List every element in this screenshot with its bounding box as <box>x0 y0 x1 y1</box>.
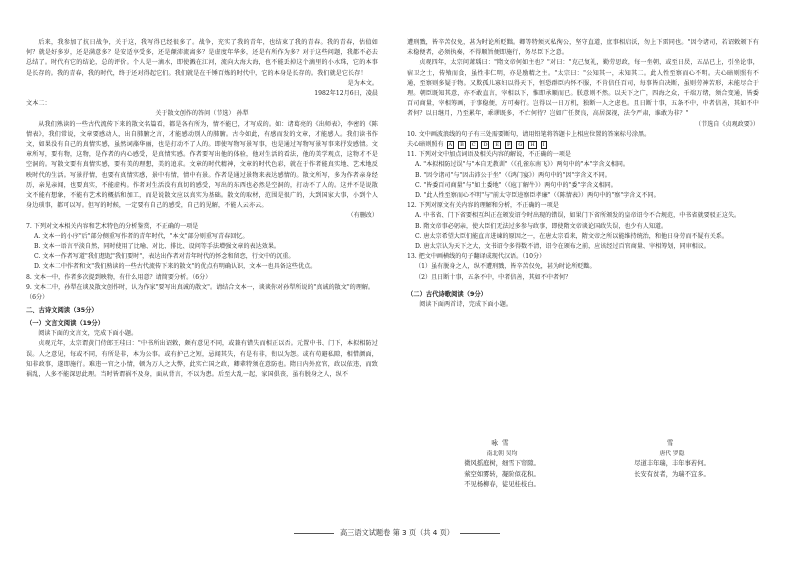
classical-text-continued: 遭刑戮，皆辛苦仅免，甚为时论所贬黜。卿等特须灭私徇公，坚守直道，庶事相启沃，勿上下雷同也。"因令诸司，若诏敕颁下有未稳便者，必须执奏，不得顺旨便即施行，务尽臣下之意。 <box>407 39 759 57</box>
text1-closing-paragraph: 后来，我参加了抗日战争，关于这，我写得已经很多了。战争，充实了我的青年，也结束了我的青春。我的青春，估值如何？就是好多岁，还是满意多？是安适享受多，还是颠沛流离多？是虚度年华多，还是有所作为多？对于这些问题，我都不必去总结了。时代有它的结论，总的评价。个人是一滴水，即使溅在江河，流向大海大海，也不能丢掉这个滴里的小水珠，它的本事是长存的。我的青春，我的时代，终于还对得起它们。我们就是在千锤百炼的时代中，它的本身是长存的。我们就是它长存！ <box>26 39 378 77</box>
question-10: 10. 文中画波浪线的句子有三处需要断句，请用铅笔将答题卡上相应位置的答案标号涂黑。 <box>407 130 651 138</box>
poem-line: 尽道丰年瑞，丰年事若何。 <box>634 460 710 467</box>
footer-rule-left <box>294 533 334 534</box>
poem-line: 萦空如雾转，凝阶似花积。 <box>464 470 540 478</box>
question-11: 11. 下列对文中加点词语及相关内容的解说，不正确的一项是 <box>407 151 571 159</box>
q13-sentence-2: （2）且日断十事，五条不中，中者信善，其如不中者何？ <box>415 273 572 281</box>
text2-title: 关于散文创作的答问（节选） 孙犁 <box>155 110 249 118</box>
poetry-instructions: 阅读下面两首诗，完成下面小题。 <box>419 300 513 308</box>
q7-option-c: C. 文本一作者写道"我们想起"我们要时"，表达出作者对青年时代的怀念和留恋，行文中的沉重。 <box>34 253 295 261</box>
classical-instructions: 阅读下面的文言文，完成下面小题。 <box>38 330 138 338</box>
classical-text-paragraph-2: 贞观四年，太宗问萧瑀曰："隋文帝何如主也？"对曰："克己复礼，勤劳思政，每一坐朝，或至日昃，五品已上，引坐论事，宿卫之士，传飧而食，虽性非仁明，亦是励精之主。"太宗曰："公知其一，未知其二。此人性至察而心不明。夫心暗则照有不通，至察则多疑于物。又欺孤儿寡妇以得天下，恒恐群臣内怀不服，不肯信任百司，每事皆自决断，虽则劳神苦形，未能尽合于理。朝臣既知其意，亦不敢直言，宰相以下，惟即承顺而已。朕意则不然。以天下之广，四海之众，千端万绪，须合变通，皆委百司商量，宰相筹画，于事稳便，方可奏行。岂得以一日万机，独断一人之虑也。且日断十事，五条不中，中者信善，其如不中者何？以日继月，乃至累年，乖谬既多，不亡何待？岂如广任贤良，高居深视，法令严肃，谁敢为非？" <box>407 59 759 118</box>
footer-rule-right <box>460 533 500 534</box>
q7-option-b: B. 文本一语言平淡自然，同时使用了比喻、对比、排比、设问等手法增强文章的表达效果。 <box>34 243 281 251</box>
poem-line: 长安有贫者，为瑞不宜多。 <box>634 470 710 478</box>
q12-option-a: A. 中书省、门下省要相互纠正在颁发诏令时出现的错误，如果门下省所颁发的皇帝诏令不合规范，中书省就要驳正这失。 <box>415 212 741 220</box>
question-13: 13. 把文中画横线的句子翻译成现代汉语。（10分） <box>407 253 546 261</box>
poem-author: 南北朝 吴均 <box>486 450 518 457</box>
q11-option-d: D. "此人性至察而心不明"与"前太守臣逵察臣孝廉"（《陈情表》）两句中的"察"字含义不同。 <box>415 192 660 200</box>
q10-letter[interactable]: C <box>471 142 476 149</box>
text2-source: （有删改） <box>347 212 378 220</box>
q10-letter[interactable]: E <box>495 142 500 149</box>
question-8: 8. 文本一中，作者多次提到映物，有什么用意？请简要分析。（6分） <box>26 273 212 281</box>
text2-label: 文本二： <box>26 100 51 108</box>
q10-letter[interactable]: H <box>530 142 535 149</box>
q7-option-a: A. 文本一的小序"后"部分侧重写作者的青年时代，"本文"部分则重写青春回忆。 <box>34 232 249 240</box>
q11-option-b: B. "因令诸司"与"因击沛公于坐"（《鸿门宴》）两句中的"因"字含义不同。 <box>415 171 611 179</box>
q10-letter[interactable]: F <box>507 142 511 149</box>
section-classical-prose-heading: （一）文言文阅读（19分） <box>26 320 105 328</box>
q11-option-c: C. "皆委百司商量"与"如土委地"（《庖丁解牛》）两句中的"委"字含义相同。 <box>415 181 617 189</box>
q12-option-d: D. 唐太宗认为天下之大，文书诏令多得数不清，诏令在颁布之前，应该经过百官商量、宰相筹划，同审相议。 <box>415 243 710 251</box>
poem-title: 雪 <box>666 439 678 447</box>
signoff-line: 是为本文。 <box>347 79 378 87</box>
q7-option-d: D. 文本二中作者和文"我们熟读的一些古代流传下来的散文"的优点有明确认识，文本一也具备这些优点。 <box>34 263 317 271</box>
classical-source: （节选自《贞观政要》） <box>695 120 759 128</box>
q10-letter[interactable]: D <box>483 142 488 149</box>
poems-area <box>407 438 759 518</box>
poem-author: 唐代 罗隐 <box>659 450 685 457</box>
footer-page-label: 高三语文试题卷 第 3 页（共 4 页） <box>339 528 454 537</box>
text2-body: 从我们熟读的一些古代流传下来的散文名篇看，都是各有所为，情不能已，才写成的。如：诸葛亮的《出师表》，李密的《陈情表》，我们常说，文章要感动人，出自肺腑之言，才能感动别人的肺腑。古今如此，有感而发的文章，才能感人。我们读书作文，如果没有自己的真情实感，虽然词藻华丽，也是打动不了人的。即使写物写景写事，也是通过写物写景写事来抒发感情。文章所写，要有物，这物，是作者的内心感受，是真情实感。作者要写出他的体验，他对生活的看法，他的美学观点，这物才不是空洞的。写散文要有真情实感，要有美的理想，美的追求。文章的时代精神，文章的时代色彩，就在于作者能真实地、艺术地反映时代的生活。写景抒情，也要有真情实感，景中有情，情中有景。作者是通过景物来表达感情的。散文所写，多为作者亲身经历，亲见亲闻，也要真实，不能虚构。作者对生活没有真切的感受，写出的东西也必然是空洞的，打动不了人的。这并不是说散文不能有想象，不能有艺术的概括和加工，而是说散文应以真实为基础。散文的取材，范围是很广的，大到国家大事，小到个人身边琐事，都可以写。但写的时候，一定要有自己的感受，自己的见解，不能人云亦云。 <box>26 120 378 210</box>
right-column <box>407 38 759 458</box>
poem-line: 不见杨柳春，徒见桂枝白。 <box>464 481 540 488</box>
classical-text: 贞观元年，太宗谓黄门侍郎王珪曰："中书所出诏敕，颇有意见不同，或兼有错失而相正以否。元置中书、门下，本拟相防过误。人之意见，每或不同，有所是非，本为公事。或有护己之短，忌闻其失，有是有非，衔以为怨。或有苟避私隙，相惜颜面，知非政事，遂即施行。难违一官之小情，顿为万人之大弊，此实亡国之政，卿辈特须在意防也。隋日内外庶官，政以依违，而致祸乱，人多不能深思此理。当时皆谓祸不及身，面从背言，不以为患。后至大乱一起，家国俱丧，虽有脱身之人，纵不 <box>26 340 378 379</box>
q12-option-c: C. 唐太宗希望大臣们能直言进谏的原因之一，在唐太宗看来，隋文帝之所以能维持统治，和他日身劳而不疑有关系。 <box>415 232 729 240</box>
signoff-date: 1982年12月6日，凌晨 <box>314 90 378 98</box>
poem-title: 咏雪 <box>491 439 513 447</box>
poem-line: 微风摇庭树，细雪下帘隙。 <box>464 460 540 467</box>
q10-letter[interactable]: G <box>518 142 523 149</box>
question-12: 12. 下列对原文有关内容的理解和分析，不正确的一项是 <box>407 202 559 210</box>
poem-2 <box>597 438 747 480</box>
page-footer <box>0 528 794 538</box>
q10-letter[interactable]: A <box>448 142 453 149</box>
q10-sentence-lead: 夫心暗则照有 <box>407 141 444 149</box>
section-classical-heading: 二、古诗文阅读（35分） <box>26 307 98 315</box>
q12-option-b: B. 隋文帝事必躬亲，使大臣们无法过多参与政事，即使隋文帝谈论国政失误，也少有人知道。 <box>415 222 668 230</box>
q11-option-a: A. "本拟相防过误"与"本自无教训"（《孔雀东南飞》）两句中的"本"字含义相同。 <box>415 161 629 169</box>
section-poetry-heading: （二）古代诗歌阅读（9分） <box>407 290 487 298</box>
q10-letter[interactable]: B <box>460 142 464 149</box>
poem-1 <box>427 438 577 491</box>
question-7: 7. 下列对文本相关内容和艺术特色的分析鉴赏，不正确的一项是 <box>26 222 199 230</box>
q13-sentence-1: （1）虽有脱身之人，纵不遭刑戮，皆辛苦仅免，甚为时论所贬黜。 <box>415 263 596 271</box>
q10-answer-letters <box>407 140 759 150</box>
q10-letter[interactable]: I <box>542 142 545 149</box>
left-column <box>26 38 378 543</box>
question-9: 9. 文本二中，孙犁在谈及散文创作时，认为作家"要写出真诚的散文"。请结合文本一，谈谈你对孙犁所说的"真诚的散文"的理解。（6分） <box>26 283 375 302</box>
